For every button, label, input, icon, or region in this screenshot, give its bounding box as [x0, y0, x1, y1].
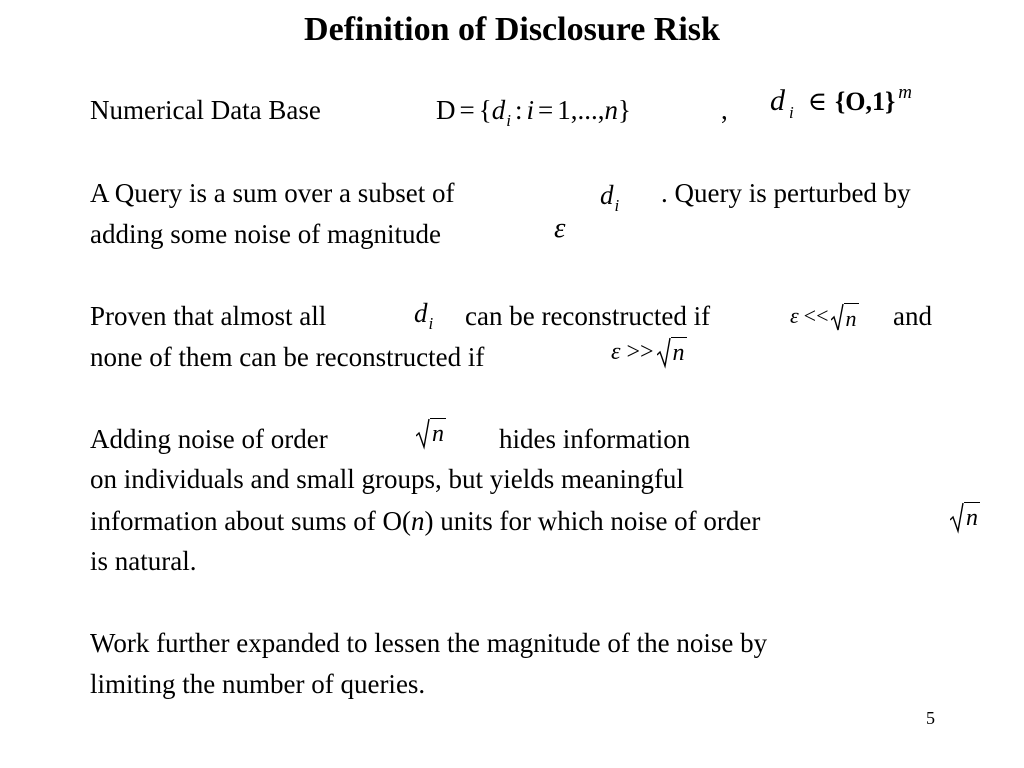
query-line-1-tail: . Query is perturbed by: [661, 178, 911, 208]
work-line-2: limiting the number of queries.: [90, 669, 426, 699]
db-i-var: i: [526, 95, 534, 125]
cond2-much-greater-than: >>: [626, 339, 654, 365]
db-i-subscript: i: [506, 111, 511, 130]
proven-i-subscript: i: [428, 314, 434, 333]
adding-line-3-sqrt-n-var: n: [964, 502, 980, 531]
cond1-epsilon: ε: [790, 303, 799, 328]
db-close-brace: }: [617, 95, 631, 125]
query-line-1: A Query is a sum over a subset of: [90, 178, 455, 208]
cond1-much-less-than: <<: [803, 303, 829, 328]
sqrt-radical-icon: [416, 418, 430, 450]
query-i-subscript: i: [614, 196, 620, 215]
sqrt-radical-icon: [950, 502, 964, 534]
adding-line-3-part-a: information about sums of O(: [90, 506, 411, 536]
adding-sqrt-n: [416, 417, 446, 450]
elem-d-var: d: [770, 84, 785, 117]
proven-line-2: none of them can be reconstructed if: [90, 342, 485, 372]
db-range: 1,...,: [557, 95, 605, 125]
proven-d-var: d: [414, 298, 428, 328]
query-d-i: [600, 179, 619, 215]
proven-line-1: Proven that almost all: [90, 301, 327, 331]
adding-line-3-sqrt: [950, 502, 980, 534]
db-element-membership: [770, 83, 912, 123]
query-d-var: d: [600, 180, 614, 210]
exponent-m: m: [898, 82, 912, 103]
proven-line-1-mid: can be reconstructed if: [465, 301, 711, 331]
adding-line-1: Adding noise of order: [90, 424, 328, 454]
db-label: Numerical Data Base: [90, 95, 321, 125]
db-n-var: n: [604, 95, 618, 125]
cond1-n-var: n: [844, 303, 859, 332]
query-line-2: adding some noise of magnitude: [90, 219, 441, 249]
elem-i-subscript: i: [789, 103, 794, 122]
db-set-symbol: D: [436, 95, 456, 125]
db-d-var: d: [491, 95, 506, 125]
adding-line-2: on individuals and small groups, but yields meaningful: [90, 464, 684, 494]
adding-line-3-n-var: n: [410, 506, 425, 536]
condition-less-than: [790, 300, 859, 333]
db-comma: ,: [721, 95, 728, 125]
db-equals-2: =: [537, 95, 554, 125]
slide-title: Definition of Disclosure Risk: [304, 11, 720, 48]
db-open-brace: {: [478, 95, 492, 125]
work-line-1: Work further expanded to lessen the magnitude of the noise by: [90, 628, 768, 658]
db-set-definition: [436, 94, 631, 130]
sqrt-radical-icon: [831, 303, 844, 333]
element-of-symbol: ∈: [807, 87, 827, 116]
query-epsilon: ε: [554, 212, 566, 244]
adding-line-4: is natural.: [90, 546, 197, 576]
cond2-sqrt: [657, 337, 687, 369]
cond2-n-var: n: [671, 337, 687, 366]
adding-line-3: [90, 505, 760, 537]
cond1-sqrt: [831, 303, 859, 333]
adding-n-var: n: [430, 418, 446, 447]
page-number: 5: [926, 708, 935, 728]
sqrt-radical-icon: [657, 337, 671, 369]
condition-greater-than: [611, 336, 687, 369]
proven-d-i: [414, 297, 433, 333]
db-equals: =: [459, 95, 475, 125]
adding-line-1-tail: hides information: [499, 424, 691, 454]
adding-sqrt: [416, 418, 446, 450]
proven-line-1-tail: and: [893, 301, 932, 331]
adding-line-3-sqrt-n: [950, 501, 980, 534]
cond2-epsilon: ε: [611, 339, 621, 365]
db-colon: :: [514, 95, 523, 125]
binary-set: {O,1}: [834, 87, 896, 116]
adding-line-3-part-b: ) units for which noise of order: [424, 506, 761, 536]
